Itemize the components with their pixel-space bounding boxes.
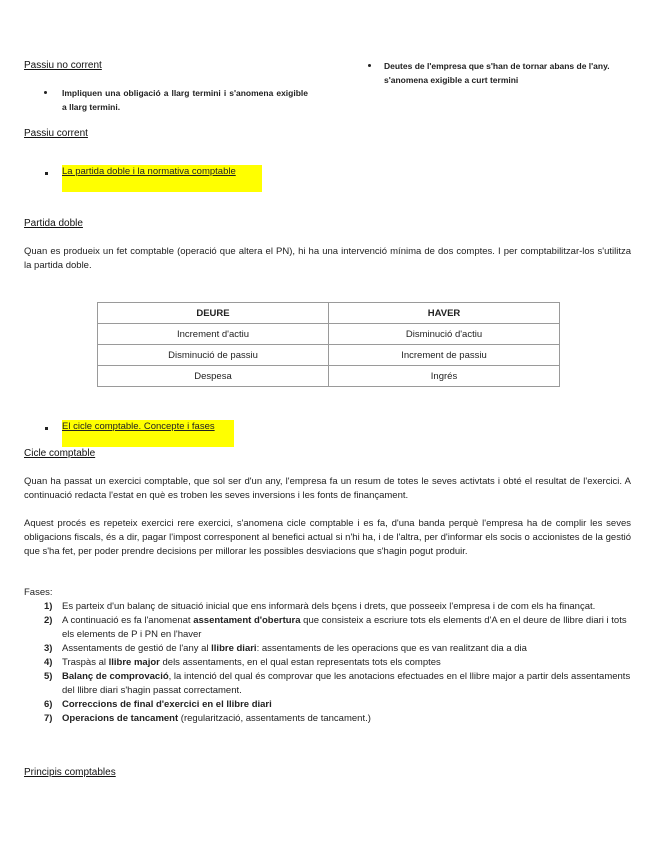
bullet-dot bbox=[44, 91, 47, 94]
fases-item-bold: assentament d'obertura bbox=[193, 615, 301, 626]
fases-item-text: Es parteix d'un balanç de situació inicial que ens informarà dels bçens i drets, que posseeix l'empresa i de com els ha finançat. bbox=[62, 601, 596, 612]
fases-item bbox=[24, 670, 631, 698]
table-cell: Increment d'actiu bbox=[98, 324, 329, 345]
fases-item-bold: Balanç de comprovació bbox=[62, 671, 169, 682]
fases-item-text: dels assentaments, en el qual estan representats tots els comptes bbox=[159, 657, 441, 668]
table-row bbox=[98, 366, 560, 387]
fases-item-text: : assentaments de les operacions que es van realitzant dia a dia bbox=[256, 643, 527, 654]
fases-item-number: 3) bbox=[44, 643, 53, 654]
fases-item-text: A continuació es fa l'anomenat bbox=[62, 615, 194, 626]
table-row bbox=[98, 324, 560, 345]
deure-haver-table bbox=[97, 302, 560, 387]
deutes-bullet: Deutes de l'empresa que s'han de tornar abans de l'any. s'anomena exigible a curt termini bbox=[384, 61, 610, 85]
table-header-row bbox=[98, 303, 560, 324]
table-cell: Ingrés bbox=[329, 366, 560, 387]
link-partida-doble[interactable]: La partida doble i la normativa comptable bbox=[62, 166, 236, 177]
table-cell: Disminució d'actiu bbox=[329, 324, 560, 345]
table-row bbox=[98, 345, 560, 366]
fases-list bbox=[24, 600, 631, 726]
heading-principis-comptables: Principis comptables bbox=[24, 767, 116, 778]
fases-item-text: que consisteix a escriure tots els elements d'A en el deure de llibre diari i tots els elements de P i PN en l'haver bbox=[62, 615, 627, 640]
fases-item-text: , la intenció del qual és comprovar que les anotacions efectuades en el llibre major a partir dels assentaments del llibre diari s'hagin passat correctament. bbox=[62, 671, 631, 696]
fases-item-text: (regularització, assentaments de tancament.) bbox=[178, 713, 371, 724]
fases-item-bold: Correccions de final d'exercici en el llibre diari bbox=[62, 699, 272, 710]
heading-passiu-no-corrent: Passiu no corrent bbox=[24, 60, 102, 71]
fases-item-text: Traspàs al bbox=[62, 657, 109, 668]
bullet-square bbox=[45, 427, 48, 430]
fases-item-number: 1) bbox=[44, 601, 53, 612]
fases-item bbox=[24, 614, 631, 642]
fases-item-number: 6) bbox=[44, 699, 53, 710]
fases-item bbox=[24, 656, 631, 670]
fases-item-text: Assentaments de gestió de l'any al bbox=[62, 643, 212, 654]
fases-item bbox=[24, 642, 631, 656]
fases-label: Fases: bbox=[24, 587, 53, 598]
table-header-deure: DEURE bbox=[98, 303, 329, 324]
heading-partida-doble: Partida doble bbox=[24, 218, 83, 229]
bullet-square bbox=[45, 172, 48, 175]
fases-item-number: 4) bbox=[44, 657, 53, 668]
fases-item-number: 5) bbox=[44, 671, 53, 682]
bullet-dot bbox=[368, 64, 371, 67]
cicle-paragraph-1: Quan ha passat un exercici comptable, que sol ser d'un any, l'empresa fa un resum de totes le seves activtats i obté el resultat de l'exercici. A continuació redacta l'estat en què es troben les seves inversions i les fonts de finançament. bbox=[24, 476, 631, 501]
passiu-no-corrent-bullet: Impliquen una obligació a llarg termini i s'anomena exigible a llarg termini. bbox=[62, 88, 308, 112]
fases-item-number: 2) bbox=[44, 615, 53, 626]
fases-item bbox=[24, 600, 631, 614]
table-cell: Increment de passiu bbox=[329, 345, 560, 366]
table-header-haver: HAVER bbox=[329, 303, 560, 324]
link-cicle-comptable[interactable]: El cicle comptable. Concepte i fases bbox=[62, 421, 215, 432]
fases-item-number: 7) bbox=[44, 713, 53, 724]
fases-item bbox=[24, 698, 631, 712]
heading-cicle-comptable: Cicle comptable bbox=[24, 448, 96, 459]
fases-item-bold: llibre major bbox=[108, 657, 160, 668]
heading-passiu-corrent: Passiu corrent bbox=[24, 128, 88, 139]
table-cell: Despesa bbox=[98, 366, 329, 387]
table-cell: Disminució de passiu bbox=[98, 345, 329, 366]
cicle-paragraph-2: Aquest procés es repeteix exercici rere exercici, s'anomena cicle comptable i es fa, d'una banda perquè l'empresa ha de complir les seves obligacions fiscals, és a dir, pagar l'impost corresponent al benefici actual si n'hi ha, i de l'altra, per d'informar els socis o accionistes de la gestió que s'ha fet, per poder prendre decisions per millorar les possibles desviacions que s'hagin pogut produir. bbox=[24, 518, 631, 557]
fases-item bbox=[24, 712, 631, 726]
fases-item-bold: Operacions de tancament bbox=[62, 713, 179, 724]
fases-item-bold: llibre diari bbox=[211, 643, 257, 654]
partida-doble-text: Quan es produeix un fet comptable (operació que altera el PN), hi ha una intervenció mínima de dos comptes. I per comptabilitzar-los s'utilitza la partida doble. bbox=[24, 246, 631, 271]
